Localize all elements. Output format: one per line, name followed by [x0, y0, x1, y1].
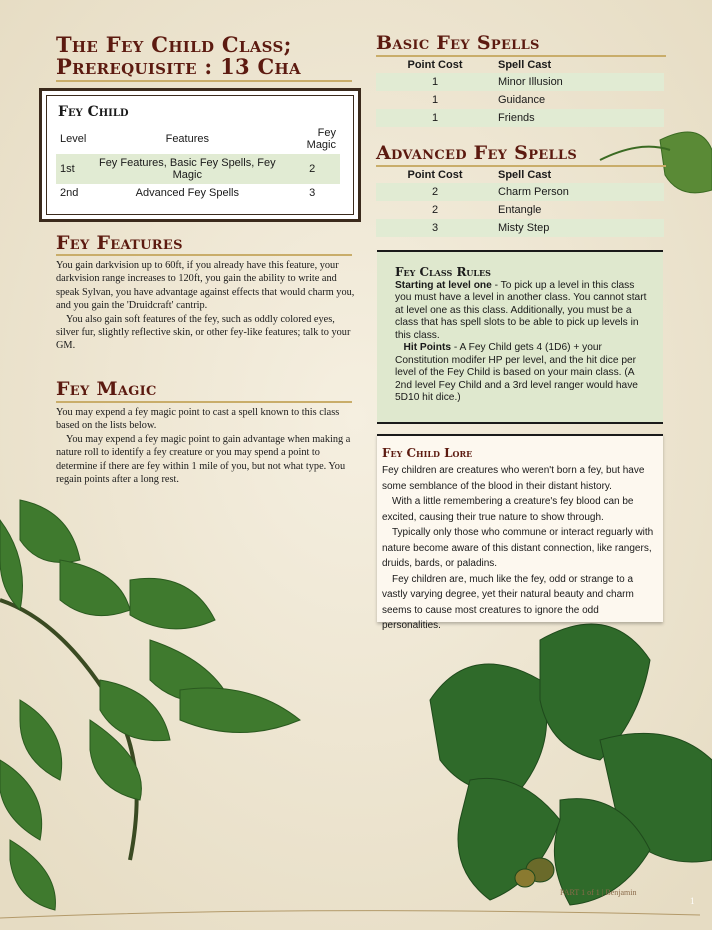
- cell-cost: 1: [376, 109, 494, 127]
- cell-spell: Misty Step: [494, 219, 664, 237]
- cell-level: 1st: [56, 154, 90, 184]
- table-row: [376, 201, 664, 219]
- fey-features-heading: Fey Features: [56, 232, 183, 254]
- cell-fey-magic: 2: [284, 154, 340, 184]
- paragraph: You may expend a fey magic point to gain advantage when making a nature roll to identify a fey creature or you may spend a point to determine if there are fey within 1 mile of you, but not what type. You regain points after a long rest.: [56, 433, 351, 485]
- page-title: [56, 34, 301, 78]
- table-row: [56, 184, 340, 202]
- col-spell-cast: Spell Cast: [498, 169, 552, 181]
- cell-cost: 2: [376, 183, 494, 201]
- paragraph: You may expend a fey magic point to cast a spell known to this class based on the lists below.: [56, 407, 340, 432]
- fey-features-text: [56, 259, 356, 353]
- rule-label: Hit Points: [403, 342, 452, 354]
- paragraph: You gain darkvision up to 60ft, if you already have this feature, your darkvision range increases to 120ft, you gain the ability to write and speak Sylvan, you have advantage against effects that would charm you, and you gain the 'Druidcraft' cantrip.: [56, 260, 355, 312]
- table-row: [376, 183, 664, 201]
- rule-text: - To pick up a level in this class you must have a level in another class. You cannot start at level one as this class. Additionally, you must be a class that has spell slots to be able to pick up levels in this class.: [395, 280, 647, 341]
- class-table-header: [56, 124, 340, 154]
- cell-cost: 3: [376, 219, 494, 237]
- lore-text: [382, 463, 658, 634]
- cell-cost: 1: [431, 94, 439, 106]
- advanced-spells-header: [376, 167, 664, 183]
- paragraph: You also gain soft features of the fey, such as oddly colored eyes, silver fur, slightly reflective skin, or other fey-like features; talk to your GM.: [56, 313, 351, 352]
- class-rules-text: [395, 280, 651, 404]
- title-line-2: Prerequisite : 13 Cha: [56, 54, 301, 79]
- class-rules-title: Fey Class Rules: [395, 265, 491, 279]
- basic-spells-header: [376, 57, 664, 73]
- fey-features-divider: [56, 254, 352, 256]
- cell-cost: 1: [376, 73, 494, 91]
- rule-label: Starting at level one: [395, 280, 492, 291]
- table-row: [56, 154, 340, 184]
- lore-title: Fey Child Lore: [382, 446, 473, 460]
- advanced-spells-heading: Advanced Fey Spells: [376, 142, 578, 164]
- basic-spells-table: [376, 57, 664, 127]
- fey-magic-text: [56, 406, 356, 486]
- cell-spell: Entangle: [498, 204, 542, 216]
- rule-text: - A Fey Child gets 4 (1D6) + your Constitution modifer HP per level, and the hit dice per level of the Fey Child is based on your main class. (A 2nd level Fey Child and a 3rd level ranger would have 5D10 hit dice.): [395, 342, 638, 403]
- cell-cost: 2: [431, 204, 439, 216]
- page-number: 1: [690, 896, 695, 906]
- cell-features: Fey Features, Basic Fey Spells, Fey Magic: [90, 154, 284, 184]
- table-row: [376, 219, 664, 237]
- fey-magic-heading: Fey Magic: [56, 378, 157, 400]
- cell-spell: Friends: [494, 109, 664, 127]
- table-row: [376, 73, 664, 91]
- col-spell-cast: Spell Cast: [498, 59, 552, 71]
- paragraph: Fey children are, much like the fey, odd or strange to a vastly varying degree, yet their natural beauty and charm seems to cause most creatures to ignore the odd personalities.: [382, 573, 634, 631]
- cell-fey-magic: 3: [309, 187, 316, 199]
- paragraph: Typically only those who commune or interact reguarly with nature become aware of this distant connection, like rangers, druids, bards, or paladins.: [382, 527, 654, 569]
- class-table-title: Fey Child: [58, 104, 129, 120]
- cell-spell: Charm Person: [494, 183, 664, 201]
- col-level: Level: [60, 133, 87, 145]
- title-line-1: The Fey Child Class;: [56, 32, 292, 57]
- class-table: [56, 124, 340, 202]
- cell-features: Advanced Fey Spells: [135, 187, 239, 199]
- table-row: [376, 109, 664, 127]
- col-point-cost: Point Cost: [407, 169, 463, 181]
- cell-level: 2nd: [60, 187, 79, 199]
- basic-spells-heading: Basic Fey Spells: [376, 32, 540, 54]
- paragraph: Fey children are creatures who weren't born a fey, but have some semblance of the blood in their distant history.: [382, 465, 645, 492]
- col-fey-magic: Fey Magic: [306, 127, 336, 151]
- paragraph: With a little remembering a creature's fey blood can be excited, causing their true nature to show through.: [382, 496, 634, 523]
- fey-magic-divider: [56, 401, 352, 403]
- cell-spell: Minor Illusion: [494, 73, 664, 91]
- advanced-spells-table: [376, 167, 664, 237]
- col-point-cost: Point Cost: [407, 59, 463, 71]
- cell-spell: Guidance: [498, 94, 546, 106]
- footer-text: PART 1 of 1 | Benjamin: [560, 888, 637, 897]
- col-features: Features: [165, 133, 210, 145]
- title-divider: [56, 80, 352, 82]
- table-row: [376, 91, 664, 109]
